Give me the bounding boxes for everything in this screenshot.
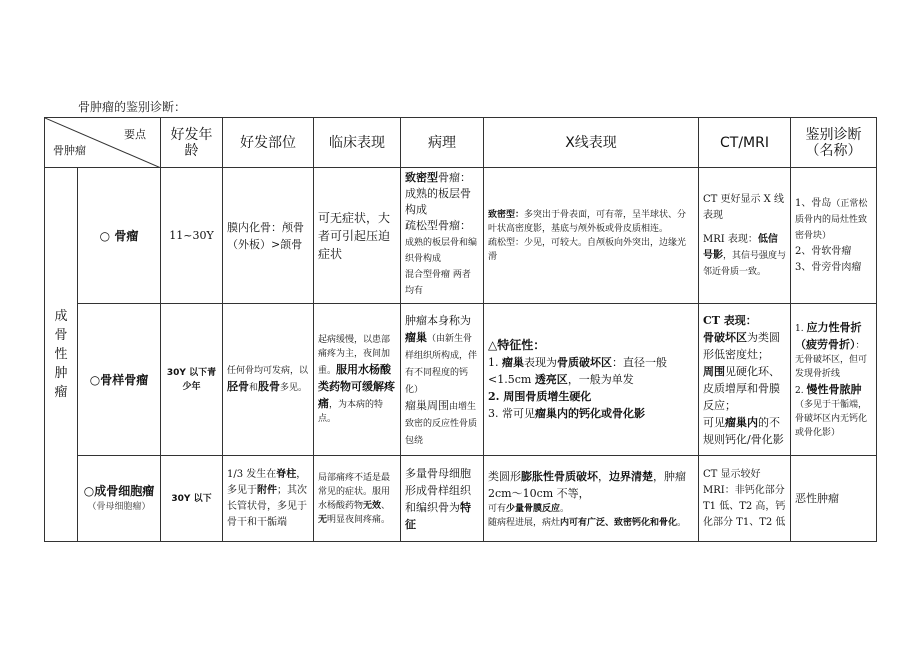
clinical-text: 服用水杨酸类药物可缓解疼痛 (318, 363, 395, 410)
pathology-text: 多量骨母细胞形成骨样组织和编织骨为 (405, 466, 471, 514)
ct-mri-text: CT 更好显示 X 线表现 (703, 193, 784, 221)
pathology-text: 肿瘤本身称为 (405, 313, 471, 327)
xray-text: 类圆形 (488, 469, 521, 483)
xray-cell (484, 168, 699, 304)
differential-text: 1. (795, 324, 807, 334)
ct-mri-text: MRI 表现： (703, 233, 758, 245)
col-header-age: 好发年龄 (161, 118, 223, 168)
site-text: 附件 (257, 484, 277, 496)
ct-mri-text: 为类圆形低密度灶； (703, 330, 780, 361)
group-label-cell (45, 168, 78, 542)
age-cell: 11~30Y (161, 168, 223, 304)
xray-text: 内可有广泛、致密钙化和骨化 (560, 517, 678, 528)
xray-text: 。 (560, 503, 570, 514)
xray-text: ，一般为单发 (567, 373, 634, 386)
xray-text: 边界清楚 (609, 469, 653, 483)
site-text: 胫骨 (227, 380, 249, 393)
site-text: 股骨 (258, 380, 281, 393)
ct-mri-text: MRI：非钙化部分 T1 低、T2 高，钙化部分 T1、T2 低 (703, 484, 786, 528)
xray-text: 瘤巢 (502, 356, 524, 369)
pathology-text: 由增生致密的反应性骨质包绕 (405, 401, 478, 446)
differential-text: （多见于干骺端，骨破坏区内无钙化或骨化影） (795, 400, 868, 438)
differential-text: 应力性骨折（疲劳骨折） (795, 321, 862, 351)
ct-mri-text: 低信号影 (703, 233, 778, 261)
tumor-name-subtitle: （骨母细胞瘤） (87, 501, 151, 512)
site-text: 1/3 发生在 (227, 468, 277, 480)
differential-text: 2. (795, 386, 807, 396)
pathology-text: 瘤巢周围 (405, 398, 449, 412)
pathology-cell (401, 168, 484, 304)
ct-mri-text: 骨破坏区 (703, 330, 747, 344)
differential-diagnosis-table (44, 117, 877, 542)
ct-mri-text: 的不规则钙化/骨化影 (703, 415, 784, 446)
ct-mri-text: 瘤巢内 (725, 415, 758, 429)
col-header-clinical: 临床表现 (314, 118, 401, 168)
xray-text: 膨胀性骨质破坏 (521, 469, 598, 483)
xray-text: 多突出于骨表面，可有蒂，呈半球状、分叶状高密度影，基底与颅外板或骨皮质相连。 (488, 209, 687, 234)
differential-cell (791, 304, 877, 456)
group-label: 成骨性肿瘤 (54, 309, 68, 400)
differential-text: 2、骨软骨瘤 (795, 245, 852, 257)
xray-text: 3. 常可见 (488, 407, 535, 420)
tumor-name-osteoblastoma (78, 456, 161, 542)
pathology-text: 致密型 (405, 171, 438, 184)
ct-mri-text: CT 显示较好 (703, 468, 761, 480)
differential-cell: 恶性肿瘤 (791, 456, 877, 542)
xray-text: 致密型： (488, 209, 525, 220)
table-row (45, 304, 877, 456)
pathology-text: 疏松型骨瘤： (405, 219, 471, 232)
clinical-text: 、 (381, 500, 391, 511)
clinical-text: 无 (318, 514, 328, 525)
tumor-name-osteoid-osteoma: ○骨样骨瘤 (78, 304, 161, 456)
differential-text: 3、骨旁骨肉瘤 (795, 261, 862, 273)
xray-text: 少量骨膜反应 (506, 503, 561, 514)
xray-text: 表现为 (524, 356, 557, 369)
ct-mri-text: 周围 (703, 364, 725, 378)
clinical-text: 无效 (363, 500, 382, 511)
xray-text: 瘤巢内的钙化或骨化影 (535, 407, 645, 420)
page-caption: 骨肿瘤的鉴别诊断： (78, 100, 187, 114)
clinical-cell (314, 304, 401, 456)
tumor-name-text: ○成骨细胞瘤 (83, 483, 155, 498)
pathology-cell (401, 304, 484, 456)
clinical-text: 明显夜间疼痛。 (327, 514, 391, 525)
clinical-cell (314, 456, 401, 542)
col-header-differential: 鉴别诊断（名称） (791, 118, 877, 168)
table-row (45, 168, 877, 304)
xray-text: 随病程进展，病灶 (488, 517, 561, 528)
xray-cell (484, 304, 699, 456)
xray-text: 骨质破坏区 (557, 356, 612, 369)
ct-mri-cell (699, 304, 791, 456)
pathology-text: 成熟的板层骨和编织骨构成 (405, 238, 478, 264)
xray-text: 1. (488, 356, 502, 369)
pathology-text: （由新生骨样组织所构成，伴有不同程度的钙化） (405, 333, 478, 395)
header-corner-top: 要点 (124, 128, 146, 141)
differential-cell (791, 168, 877, 304)
ct-mri-text: ，其信号强度与邻近骨质一致。 (703, 250, 787, 277)
site-cell (223, 304, 314, 456)
ct-mri-text: CT 表现： (703, 313, 757, 327)
col-header-ct-mri: CT/MRI (699, 118, 791, 168)
tumor-name-osteoma: ○ 骨瘤 (78, 168, 161, 304)
xray-text: ， (598, 469, 609, 483)
col-header-pathology: 病理 (401, 118, 484, 168)
site-text: 任何骨均可发病，以 (227, 366, 309, 376)
site-cell (223, 456, 314, 542)
differential-text: 慢性骨脓肿 (806, 383, 862, 396)
header-row (45, 118, 877, 168)
age-cell: 30Y 以下 (161, 456, 223, 542)
xray-text: 可有 (488, 503, 507, 514)
xray-text: 透亮区 (534, 373, 568, 386)
xray-text: 2. 周围骨质增生硬化 (488, 390, 592, 403)
xray-text: ，肿瘤 2cm～10cm 不等， (488, 469, 686, 500)
ct-mri-cell (699, 456, 791, 542)
site-text: 多见。 (280, 383, 308, 393)
clinical-text: 局部痛疼不适是最常见的症状。服用水杨酸药物 (318, 472, 391, 511)
xray-text: 。 (677, 517, 687, 528)
site-text: 和 (249, 383, 259, 393)
xray-text: △特征性： (488, 338, 546, 352)
clinical-text: ，为本病的特点。 (318, 400, 384, 424)
pathology-text: 特征 (405, 500, 471, 531)
pathology-text: 瘤巢 (405, 330, 427, 344)
site-text: ；其次长管状骨，多见于骨干和干骺端 (227, 484, 307, 528)
xray-text: 疏松型：少见，可较大。自颅板向外突出，边缘光滑 (488, 237, 687, 262)
age-cell: 30Y 以下青少年 (161, 304, 223, 456)
pathology-text: 骨瘤：成熟的板层骨构成 (405, 171, 471, 216)
site-text: 脊柱 (276, 468, 297, 480)
clinical-cell: 可无症状，大者可引起压迫症状 (314, 168, 401, 304)
table-row (45, 456, 877, 542)
site-cell: 膜内化骨：颅骨（外板）>颌骨 (223, 168, 314, 304)
clinical-text: 起病缓慢，以患部痛疼为主，夜间加重。 (318, 335, 391, 376)
ct-mri-text: 见硬化环、皮质增厚和骨膜反应； (703, 364, 780, 412)
differential-text: ：无骨破坏区，但可发现骨折线 (795, 341, 868, 379)
ct-mri-text: 可见 (703, 415, 725, 429)
pathology-text: 混合型骨瘤 两者均有 (405, 270, 471, 296)
ct-mri-cell (699, 168, 791, 304)
col-header-xray: X线表现 (484, 118, 699, 168)
xray-text: ：直径一般<1.5cm (488, 356, 667, 386)
col-header-site: 好发部位 (223, 118, 314, 168)
header-corner-bottom: 骨肿瘤 (53, 144, 86, 157)
differential-text: 1、骨岛 (795, 197, 832, 209)
header-corner-cell (45, 118, 161, 168)
site-text: ，多见于 (227, 468, 307, 496)
xray-cell (484, 456, 699, 542)
pathology-cell (401, 456, 484, 542)
differential-text: （正常松质骨内的局灶性致密骨块） (795, 198, 868, 241)
